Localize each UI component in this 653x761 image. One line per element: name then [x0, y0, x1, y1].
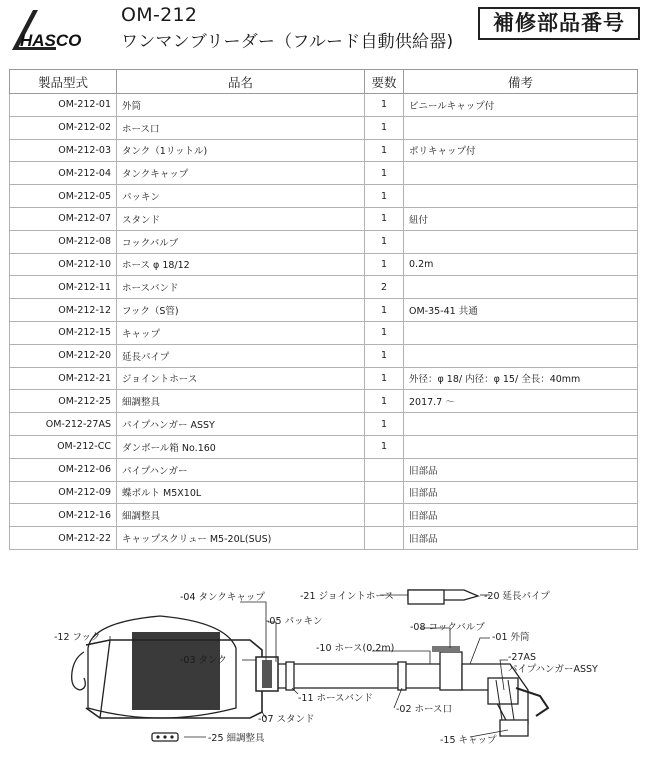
table-row [10, 367, 638, 390]
cell-qty: 1 [365, 162, 404, 185]
cell-code: OM-212-12 [10, 299, 117, 322]
cell-note: 旧部品 [404, 527, 638, 550]
cell-code: OM-212-27AS [10, 413, 117, 436]
cell-name: 蝶ボルト M5X10L [117, 481, 365, 504]
label-outer-tube: -01 外筒 [492, 632, 530, 643]
cell-note: OM-35-41 共通 [404, 299, 638, 322]
cell-qty: 1 [365, 344, 404, 367]
cell-code: OM-212-03 [10, 139, 117, 162]
cell-note [404, 413, 638, 436]
cell-note [404, 276, 638, 299]
cell-name: ホース口 [117, 116, 365, 139]
table-row [10, 481, 638, 504]
table-row [10, 230, 638, 253]
cell-note: 旧部品 [404, 458, 638, 481]
cell-code: OM-212-10 [10, 253, 117, 276]
label-hose-band: -11 ホースバンド [298, 693, 374, 704]
table-row [10, 344, 638, 367]
table-row [10, 504, 638, 527]
repair-parts-stamp: 補修部品番号 [478, 7, 640, 40]
cell-name: 外筒 [117, 94, 365, 117]
cell-note: 紐付 [404, 207, 638, 230]
cell-qty: 1 [365, 253, 404, 276]
cell-note [404, 321, 638, 344]
cock-valve-shape [440, 652, 462, 690]
col-header-code: 製品型式 [10, 70, 117, 94]
label-stand: -07 スタンド [258, 714, 315, 725]
col-header-note: 備考 [404, 70, 638, 94]
cell-name: ジョイントホース [117, 367, 365, 390]
tank-body-shade [132, 632, 220, 710]
table-row [10, 276, 638, 299]
cell-note: 2017.7 ～ [404, 390, 638, 413]
cell-name: パイプハンガー ASSY [117, 413, 365, 436]
cell-name: 細調整具 [117, 504, 365, 527]
cell-note: 旧部品 [404, 481, 638, 504]
cell-qty: 1 [365, 413, 404, 436]
cell-name: タンク（1リットル) [117, 139, 365, 162]
cell-qty [365, 527, 404, 550]
cell-name: 細調整具 [117, 390, 365, 413]
cell-code: OM-212-25 [10, 390, 117, 413]
cell-name: キャップスクリュー M5-20L(SUS) [117, 527, 365, 550]
cell-note [404, 230, 638, 253]
table-row [10, 253, 638, 276]
cell-note: 外径：φ 18/ 内径：φ 15/ 全長：40mm [404, 367, 638, 390]
cell-code: OM-212-05 [10, 185, 117, 208]
cell-qty: 1 [365, 139, 404, 162]
label-hanger-name: パイプハンガーASSY [508, 664, 598, 675]
cell-qty [365, 481, 404, 504]
cell-code: OM-212-08 [10, 230, 117, 253]
parts-table-body [10, 94, 638, 550]
cell-name: キャップ [117, 321, 365, 344]
label-extension-pipe: -20 延長パイプ [484, 591, 550, 602]
label-hose-port: -02 ホース口 [396, 704, 453, 715]
table-row [10, 94, 638, 117]
cell-name: タンクキャップ [117, 162, 365, 185]
cell-code: OM-212-21 [10, 367, 117, 390]
hose-shape [278, 664, 442, 688]
hasco-logo [6, 4, 118, 54]
cell-name: 延長パイプ [117, 344, 365, 367]
label-joint-hose: -21 ジョイントホース [300, 591, 394, 602]
cell-qty: 1 [365, 435, 404, 458]
label-hook: -12 フック [54, 632, 101, 643]
cell-name: パイプハンガー [117, 458, 365, 481]
cell-qty: 1 [365, 299, 404, 322]
cell-name: スタンド [117, 207, 365, 230]
table-row [10, 527, 638, 550]
label-hose: -10 ホース(0.2m) [316, 643, 395, 654]
col-header-name: 品名 [117, 70, 365, 94]
cell-name: コックバルブ [117, 230, 365, 253]
label-packing: -05 パッキン [266, 616, 323, 627]
cell-code: OM-212-CC [10, 435, 117, 458]
cell-name: パッキン [117, 185, 365, 208]
table-row [10, 435, 638, 458]
table-row [10, 458, 638, 481]
hook-shape [72, 652, 86, 690]
label-cap: -15 キャップ [440, 735, 497, 746]
cell-code: OM-212-15 [10, 321, 117, 344]
label-tank-cap: -04 タンクキャップ [180, 592, 265, 603]
cell-code: OM-212-11 [10, 276, 117, 299]
cell-qty: 2 [365, 276, 404, 299]
table-row [10, 207, 638, 230]
label-hanger-number: -27AS [508, 652, 537, 663]
cell-code: OM-212-02 [10, 116, 117, 139]
cell-note [404, 185, 638, 208]
cell-code: OM-212-09 [10, 481, 117, 504]
cell-name: ダンボール箱 No.160 [117, 435, 365, 458]
cell-code: OM-212-04 [10, 162, 117, 185]
table-row [10, 299, 638, 322]
cell-qty: 1 [365, 321, 404, 344]
cap-shape [500, 720, 528, 736]
cell-qty [365, 458, 404, 481]
cell-qty [365, 504, 404, 527]
cell-qty: 1 [365, 390, 404, 413]
assembly-diagram [0, 560, 653, 761]
table-row [10, 390, 638, 413]
table-row [10, 413, 638, 436]
table-header-row [10, 70, 638, 94]
cell-code: OM-212-22 [10, 527, 117, 550]
label-cock-valve: -08 コックバルブ [410, 622, 485, 633]
cell-code: OM-212-20 [10, 344, 117, 367]
cell-qty: 1 [365, 367, 404, 390]
cell-code: OM-212-01 [10, 94, 117, 117]
cell-name: ホース φ 18/12 [117, 253, 365, 276]
product-name: ワンマンブリーダー（フルード自動供給器) [121, 32, 454, 52]
cell-note: 旧部品 [404, 504, 638, 527]
cell-qty: 1 [365, 94, 404, 117]
cell-name: フック（S管) [117, 299, 365, 322]
cell-note [404, 116, 638, 139]
table-row [10, 162, 638, 185]
cell-note [404, 344, 638, 367]
cell-note: ビニールキャップ付 [404, 94, 638, 117]
table-row [10, 116, 638, 139]
cell-code: OM-212-07 [10, 207, 117, 230]
cell-qty: 1 [365, 185, 404, 208]
cell-note: ポリキャップ付 [404, 139, 638, 162]
table-row [10, 185, 638, 208]
label-adjuster: -25 細調整具 [208, 733, 265, 744]
cell-note [404, 162, 638, 185]
cell-note: 0.2m [404, 253, 638, 276]
table-row [10, 321, 638, 344]
label-tank: -03 タンク [180, 655, 227, 666]
cell-name: ホースバンド [117, 276, 365, 299]
parts-table [9, 69, 638, 550]
cell-qty: 1 [365, 207, 404, 230]
cell-qty: 1 [365, 116, 404, 139]
cell-code: OM-212-16 [10, 504, 117, 527]
cell-qty: 1 [365, 230, 404, 253]
cell-code: OM-212-06 [10, 458, 117, 481]
col-header-qty: 要数 [365, 70, 404, 94]
model-code: OM-212 [121, 4, 198, 26]
logo-text: HASCO [20, 31, 82, 50]
cell-note [404, 435, 638, 458]
table-row [10, 139, 638, 162]
